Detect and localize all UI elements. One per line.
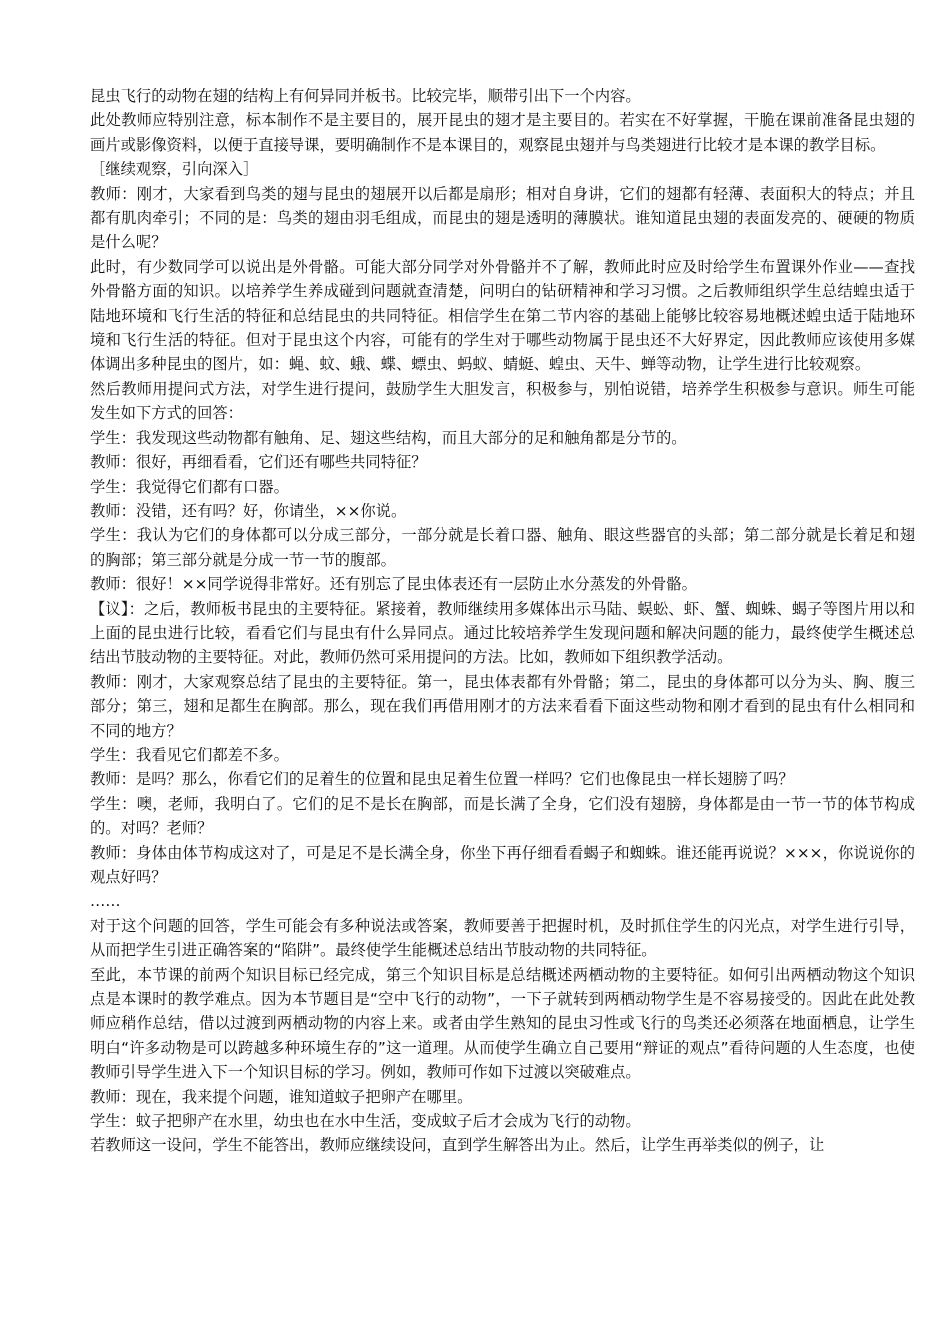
dialogue-teacher-5: 教师：刚才，大家观察总结了昆虫的主要特征。第一，昆虫体表都有外骨骼；第二，昆虫的身体都可以分为头、胸、腹三部分；第三，翅和足都生在胸部。那么，现在我们再借用刚才的方法来看看下面这些动物和刚才看到的昆虫有什么相同和不同的地方？ bbox=[90, 672, 915, 740]
dialogue-student-3: 学生：我认为它们的身体都可以分成三部分，一部分就是长着口器、触角、眼这些器官的头部；第二部分就是长着足和翅的胸部；第三部分就是分成一节一节的腹部。 bbox=[90, 526, 915, 569]
dialogue-student-6: 学生：蚊子把卵产在水里，幼虫也在水中生活，变成蚊子后才会成为飞行的动物。 bbox=[90, 1112, 641, 1131]
dialogue-teacher-2: 教师：很好，再细看看，它们还有哪些共同特征？ bbox=[90, 453, 427, 472]
dialogue-student-5: 学生：噢，老师，我明白了。它们的足不是长在胸部，而是长满了全身，它们没有翅膀，身体都是由一节一节的体节构成的。对吗？老师？ bbox=[90, 794, 915, 838]
document-body bbox=[90, 84, 915, 1158]
ellipsis: …… bbox=[90, 892, 121, 911]
dialogue-teacher-8: 教师：现在，我来提个问题，谁知道蚊子把卵产在哪里。 bbox=[90, 1087, 473, 1106]
paragraph-6: 至此，本节课的前两个知识目标已经完成，第三个知识目标是总结概述两栖动物的主要特征。如何引出两栖动物这个知识点是本课时的教学难点。因为本节题目是“空中飞行的动物”，一下子就转到两栖动物学生是不容易接受的。因此在此处教师应稍作总结，借以过渡到两栖动物的内容上来。或者由学生熟知的昆虫习性或飞行的鸟类还必须落在地面栖息，让学生明白“许多动物是可以跨越多种环境生存的”这一道理。从而使学生确立自己要用“辩证的观点”看待问题的人生态度，也使教师引导学生进入下一个知识目标的学习。例如，教师可作如下过渡以突破难点。 bbox=[90, 965, 915, 1082]
dialogue-teacher-4: 教师：很好！××同学说得非常好。还有别忘了昆虫体表还有一层防止水分蒸发的外骨骼。 bbox=[90, 575, 697, 594]
dialogue-teacher-7: 教师：身体由体节构成这对了，可是足不是长满全身，你坐下再仔细看看蝎子和蜘蛛。谁还能再说说？×××，你说说你的观点好吗？ bbox=[90, 843, 915, 886]
paragraph-2: 此处教师应特别注意，标本制作不是主要目的，展开昆虫的翅才是主要目的。若实在不好掌握，干脆在课前准备昆虫翅的画片或影像资料，以便于直接导课，要明确制作不是本课目的，观察昆虫翅并与鸟类翅进行比较才是本课的教学目标。 bbox=[90, 111, 915, 154]
paragraph-teacher-1: 教师：刚才，大家看到鸟类的翅与昆虫的翅展开以后都是扇形；相对自身讲，它们的翅都有轻薄、表面积大的特点；并且都有肌肉牵引；不同的是：鸟类的翅由羽毛组成，而昆虫的翅是透明的薄膜状。谁知道昆虫翅的表面发亮的、硬硬的物质是什么呢？ bbox=[90, 184, 915, 252]
dialogue-student-4: 学生：我看见它们都差不多。 bbox=[90, 745, 289, 764]
paragraph-1: 昆虫飞行的动物在翅的结构上有何异同并板书。比较完毕，顺带引出下一个内容。 bbox=[90, 87, 641, 105]
discussion-paragraph: 【议】：之后，教师板书昆虫的主要特征。紧接着，教师继续用多媒体出示马陆、蜈蚣、虾、蟹、蜘蛛、蝎子等图片用以和上面的昆虫进行比较，看看它们与昆虫有什么异同点。通过比较培养学生发现问题和解决问题的能力，最终使学生概述总结出节肢动物的主要特征。对此，教师仍然可采用提问的方法。比如，教师如下组织教学活动。 bbox=[90, 599, 915, 667]
dialogue-teacher-6: 教师：是吗？那么，你看它们的足着生的位置和昆虫足着生位置一样吗？它们也像昆虫一样长翅膀了吗？ bbox=[90, 770, 794, 789]
paragraph-5: 对于这个问题的回答，学生可能会有多种说法或答案，教师要善于把握时机，及时抓住学生的闪光点，对学生进行引导，从而把学生引进正确答案的“陷阱”。最终使学生能概述总结出节肢动物的共同特征。 bbox=[90, 916, 915, 960]
paragraph-7: 若教师这一设问，学生不能答出，教师应继续设问，直到学生解答出为止。然后，让学生再举类似的例子，让 bbox=[90, 1136, 825, 1155]
dialogue-student-2: 学生：我觉得它们都有口器。 bbox=[90, 477, 289, 496]
paragraph-3: 此时，有少数同学可以说出是外骨骼。可能大部分同学对外骨骼并不了解，教师此时应及时给学生布置课外作业——查找外骨骼方面的知识。以培养学生养成碰到问题就查清楚，问明白的钻研精神和学习习惯。之后教师组织学生总结蝗虫适于陆地环境和飞行生活的特征和总结昆虫的共同特征。相信学生在第二节内容的基础上能够比较容易地概述蝗虫适于陆地环境和飞行生活的特征。但对于昆虫这个内容，可能有的学生对于哪些动物属于昆虫还不大好界定，因此教师应该使用多媒体调出多种昆虫的图片，如：蝇、蚊、蛾、蝶、螵虫、蚂蚁、蜻蜓、蝗虫、天牛、蝉等动物，让学生进行比较观察。 bbox=[90, 257, 915, 374]
section-heading: ［继续观察，引向深入］ bbox=[90, 160, 259, 179]
dialogue-student-1: 学生：我发现这些动物都有触角、足、翅这些结构，而且大部分的足和触角都是分节的。 bbox=[90, 428, 687, 447]
dialogue-teacher-3: 教师：没错，还有吗？好，你请坐，××你说。 bbox=[90, 501, 407, 520]
paragraph-4: 然后教师用提问式方法，对学生进行提问，鼓励学生大胆发言，积极参与，别怕说错，培养学生积极参与意识。师生可能发生如下方式的回答： bbox=[90, 379, 915, 423]
